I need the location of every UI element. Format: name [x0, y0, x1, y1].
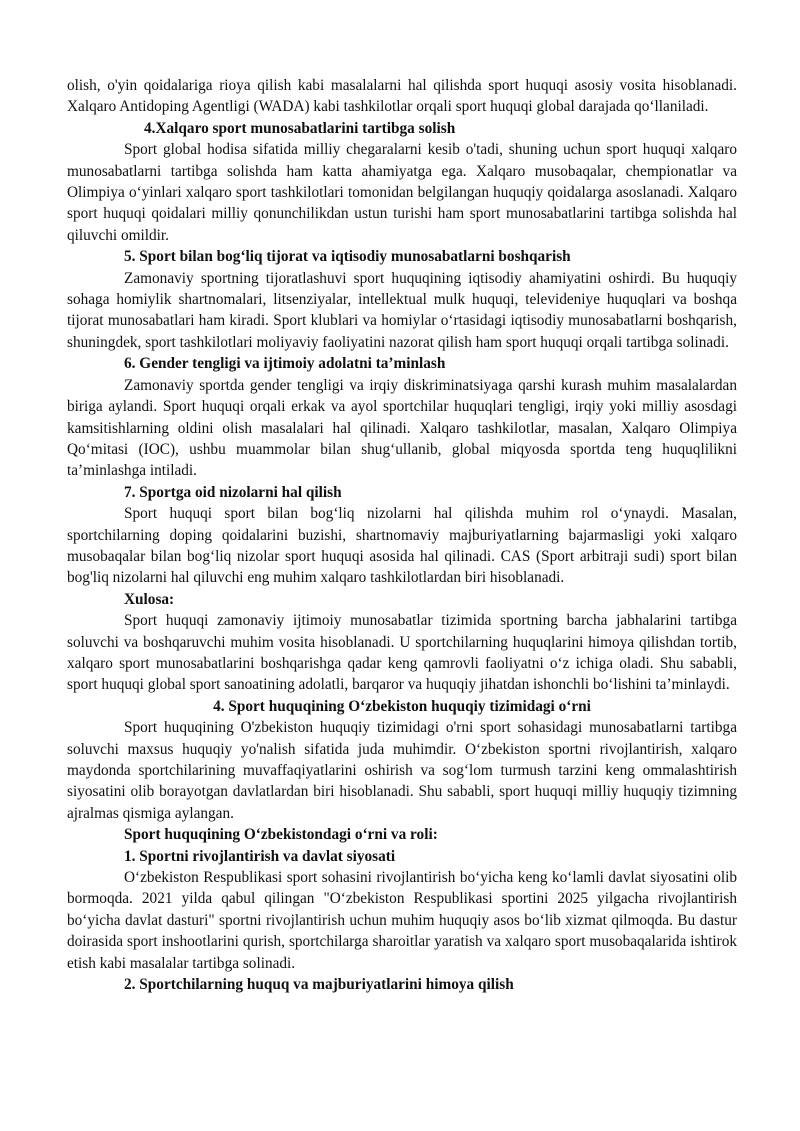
paragraph-uzbekistan-role: Sport huquqining O'zbekiston huquqiy tizimidagi o'rni sport sohasidagi munosabatlarni tartibga soluvchi maxsus huquqiy yo'nalish sifatida juda muhimdir. O‘zbekiston sportni rivojlantirish, xalqaro maydonda sportchilarining muvaffaqiyatlarini oshirish va sog‘lom turmush tarzini keng ommalashtirish siyosatini olib borayotgan davlatlardan biri hisoblanadi. Shu sababli, sport huquqi milliy huquqiy tizimning ajralmas qismiga aylangan. [67, 719, 737, 822]
paragraph-commerce: Zamonaviy sportning tijoratlashuvi sport huquqining iqtisodiy ahamiyatini oshirdi. Bu huquqiy sohaga homiylik shartnomalari, litsenziyalar, intellektual mulk huquqi, televideniye huquqlari va boshqa tijorat munosabatlari ham kiradi. Sport klublari va homiylar o‘rtasidagi iqtisodiy munosabatlarni boshqarish, shuningdek, sport tashkilotlari moliyaviy faoliyatini nazorat qilish ham sport huquqi orqali tartibga solinadi. [67, 269, 737, 351]
paragraph-intro-continued: olish, o'yin qoidalariga rioya qilish kabi masalalarni hal qilishda sport huquqi asosiy vosita hisoblanadi. Xalqaro Antidoping Agentligi (WADA) kabi tashkilotlar orqali sport huquqi global darajada qo‘llaniladi. [67, 77, 737, 116]
chapter-title-uzbekistan: 4. Sport huquqining O‘zbekiston huquqiy tizimidagi o‘rni [213, 697, 591, 715]
heading-subsection-1-state-policy: 1. Sportni rivojlantirish va davlat siyosati [124, 847, 396, 865]
paragraph-international-relations: Sport global hodisa sifatida milliy chegaralarni kesib o'tadi, shuning uchun sport huquqi xalqaro munosabatlarni tartibga solishda ham katta ahamiyatga ega. Xalqaro musobaqalar, chempionatlar va Olimpiya o‘yinlari xalqaro sport tashkilotlari tomonidan belgilangan huquqiy qoidalarga asoslanadi. Xalqaro sport huquqi qoidalari milliy qonunchilikdan ustun turishi ham sport munosabatlarini tartibga solishda hal qiluvchi omildir. [67, 141, 737, 244]
heading-section-6-gender: 6. Gender tengligi va ijtimoiy adolatni ta’minlash [124, 355, 446, 373]
heading-section-5-commerce: 5. Sport bilan bog‘liq tijorat va iqtisodiy munosabatlarni boshqarish [124, 248, 571, 266]
heading-section-4-international: 4.Xalqaro sport munosabatlarini tartibga solish [144, 119, 456, 137]
heading-role-in-uzbekistan: Sport huquqining O‘zbekistondagi o‘rni va roli: [124, 826, 438, 844]
heading-section-7-disputes: 7. Sportga oid nizolarni hal qilish [124, 483, 342, 501]
paragraph-conclusion: Sport huquqi zamonaviy ijtimoiy munosabatlar tizimida sportning barcha jabhalarini tartibga soluvchi va boshqaruvchi muhim vosita hisoblanadi. U sportchilarning huquqlarini himoya qilishdan tortib, xalqaro sport munosabatlarini boshqarishga qadar keng qamrovli faoliyatni o‘z ichiga oladi. Shu sababli, sport huquqi global sport sanoatining adolatli, barqaror va huquqiy jihatdan ishonchli bo‘lishini ta’minlaydi. [67, 612, 737, 694]
heading-subsection-2-athletes-rights: 2. Sportchilarning huquq va majburiyatlarini himoya qilish [124, 976, 514, 994]
paragraph-disputes: Sport huquqi sport bilan bog‘liq nizolarni hal qilishda muhim rol o‘ynaydi. Masalan, sportchilarning doping qoidalarini buzishi, shartnomaviy majburiyatlarning bajarmasligi yoki xalqaro musobaqalar bilan bog‘liq nizolar sport huquqi asosida hal qilinadi. CAS (Sport arbitraji sudi) sport bilan bog'liq nizolarni hal qiluvchi eng muhim xalqaro tashkilotlardan biri hisoblanadi. [67, 505, 737, 587]
paragraph-gender: Zamonaviy sportda gender tengligi va irqiy diskriminatsiyaga qarshi kurash muhim masalalardan biriga aylandi. Sport huquqi orqali erkak va ayol sportchilar huquqlari tengligi, irqiy yoki milliy asosdagi kamsitishlarning oldini olish masalalari hal qilinadi. Xalqaro tashkilotlar, masalan, Xalqaro Olimpiya Qo‘mitasi (IOC), ushbu muammolar bilan shug‘ullanib, global miqyosda sportda teng huquqlilikni ta’minlashga intiladi. [67, 376, 737, 480]
paragraph-state-policy: O‘zbekiston Respublikasi sport sohasini rivojlantirish bo‘yicha keng ko‘lamli davlat siyosatini olib bormoqda. 2021 yilda qabul qilingan "O‘zbekiston Respublikasi sportini 2025 yilgacha rivojlantirish bo‘yicha davlat dasturi" sportni rivojlantirish uchun muhim huquqiy asos bo‘lib xizmat qilmoqda. Bu dastur doirasida sport inshootlarini qurish, sportchilarga sharoitlar yaratish va xalqaro sport musobaqalarida ishtirok etish kabi masalalar tartibga solinadi. [67, 869, 737, 972]
heading-conclusion: Xulosa: [124, 590, 175, 608]
document-page [67, 75, 737, 995]
